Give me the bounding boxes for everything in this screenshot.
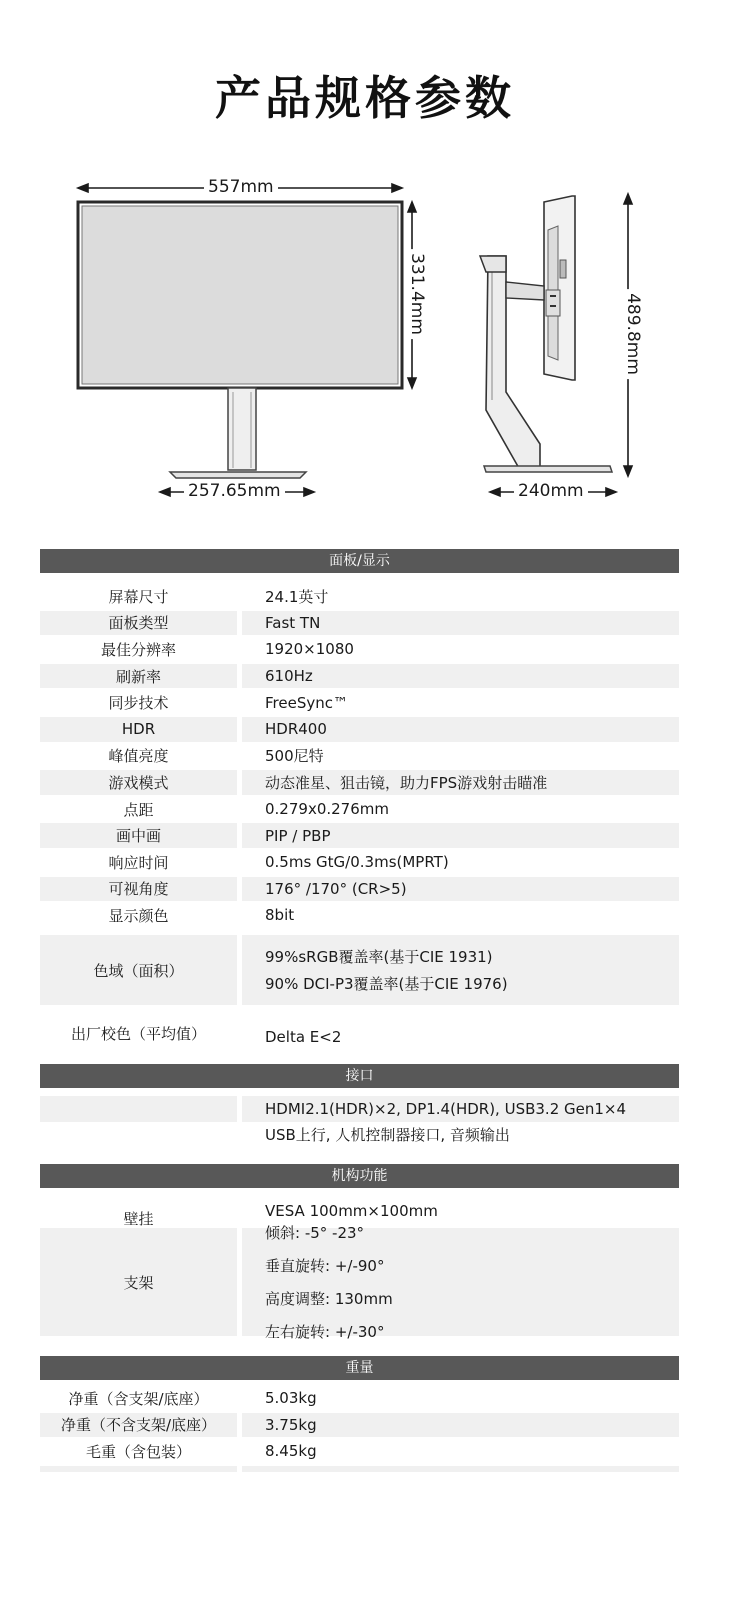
spec-row [40,850,679,875]
spec-label: 画中画 [40,823,237,848]
stand-row [40,1224,679,1341]
spec-row [40,664,679,689]
gamut-line-1: 99%sRGB覆盖率(基于CIE 1931) [265,948,493,966]
spec-row [40,611,679,636]
spec-label: 刷新率 [40,664,237,689]
spec-value: FreeSync™ [265,693,348,712]
spec-value: Fast TN [242,611,679,636]
wall-mount-value: VESA 100mm×100mm [265,1202,438,1220]
interface-line-2: USB上行, 人机控制器接口, 音频输出 [265,1126,510,1144]
weight-value: 3.75kg [242,1413,679,1438]
spec-label: 显示颜色 [108,906,169,925]
section-interface: 接口 [40,1064,679,1088]
spec-row [40,637,679,662]
spec-value: 0.279x0.276mm [265,800,389,819]
spec-label: 点距 [123,800,154,819]
wall-mount-label: 壁挂 [123,1209,154,1228]
weight-row [40,1413,679,1438]
total-height-label: 489.8mm [623,289,643,379]
spec-label: 屏幕尺寸 [108,587,169,606]
weight-label: 净重（含支架/底座） [68,1389,209,1408]
base-width-label: 257.65mm [184,481,285,501]
depth-label: 240mm [514,481,588,501]
spec-value: 610Hz [242,664,679,689]
spec-row [40,903,679,928]
dimension-diagram [0,160,730,520]
spec-value: PIP / PBP [242,823,679,848]
monitor-drawing [0,160,730,520]
weight-value: 5.03kg [265,1389,317,1408]
spec-row [40,584,679,609]
interface-line-1: HDMI2.1(HDR)×2, DP1.4(HDR), USB3.2 Gen1×4 [265,1100,627,1118]
spec-row [40,717,679,742]
gamut-line-2: 90% DCI-P3覆盖率(基于CIE 1976) [265,975,508,993]
spec-label: 同步技术 [108,694,169,713]
spec-value: 0.5ms GtG/0.3ms(MPRT) [265,853,449,872]
stand-swivel: 左右旋转: +/-30° [265,1323,385,1341]
spec-row [40,744,679,769]
weight-table-end [40,1466,679,1472]
spec-value: 8bit [265,906,295,925]
spec-row [40,770,679,795]
side-stand-base [484,466,612,472]
spec-label: 可视角度 [40,877,237,902]
calibration-label: 出厂校色（平均值） [70,1024,206,1043]
spec-value: 动态准星、狙击镜，助力FPS游戏射击瞄准 [242,770,679,795]
front-stand-neck [228,388,256,470]
page-title: 产品规格参数 [215,71,515,125]
gamut-row [40,935,679,1005]
calibration-value: Delta E<2 [265,1028,342,1046]
weight-row [40,1386,679,1411]
spec-label: 响应时间 [108,853,169,872]
section-weight: 重量 [40,1356,679,1380]
spec-row [40,690,679,715]
spec-value: 176° /170° (CR>5) [242,877,679,902]
spec-row [40,823,679,848]
spec-value: 1920×1080 [265,640,354,659]
spec-value: 500尼特 [265,747,324,766]
weight-row [40,1439,679,1464]
spec-label: 面板类型 [40,611,237,636]
spec-label: 峰值亮度 [108,747,169,766]
spec-value: 24.1英寸 [265,587,329,606]
section-mechanism: 机构功能 [40,1164,679,1188]
gamut-label: 色域（面积） [40,935,237,1005]
stand-label: 支架 [40,1228,237,1336]
interface-value [242,1096,679,1150]
front-monitor-screen [82,206,398,384]
gamut-value [242,935,679,1005]
weight-label: 净重（不含支架/底座） [40,1413,237,1438]
calibration-row [40,1010,679,1056]
spec-row [40,877,679,902]
stand-height: 高度调整: 130mm [265,1290,393,1308]
spec-label: HDR [40,717,237,742]
section-panel: 面板/显示 [40,549,679,573]
stand-pivot: 垂直旋转: +/-90° [265,1257,385,1275]
weight-value: 8.45kg [265,1442,317,1461]
width-label: 557mm [204,177,278,197]
spec-label: 游戏模式 [40,770,237,795]
front-stand-base [170,472,306,478]
height-label: 331.4mm [407,249,427,339]
spec-label: 最佳分辨率 [100,640,176,659]
interface-row [40,1096,679,1150]
stand-value [242,1224,679,1341]
spec-value: HDR400 [242,717,679,742]
weight-label: 毛重（含包装） [85,1442,191,1461]
spec-row [40,797,679,822]
stand-tilt: 倾斜: -5° -23° [265,1224,365,1242]
